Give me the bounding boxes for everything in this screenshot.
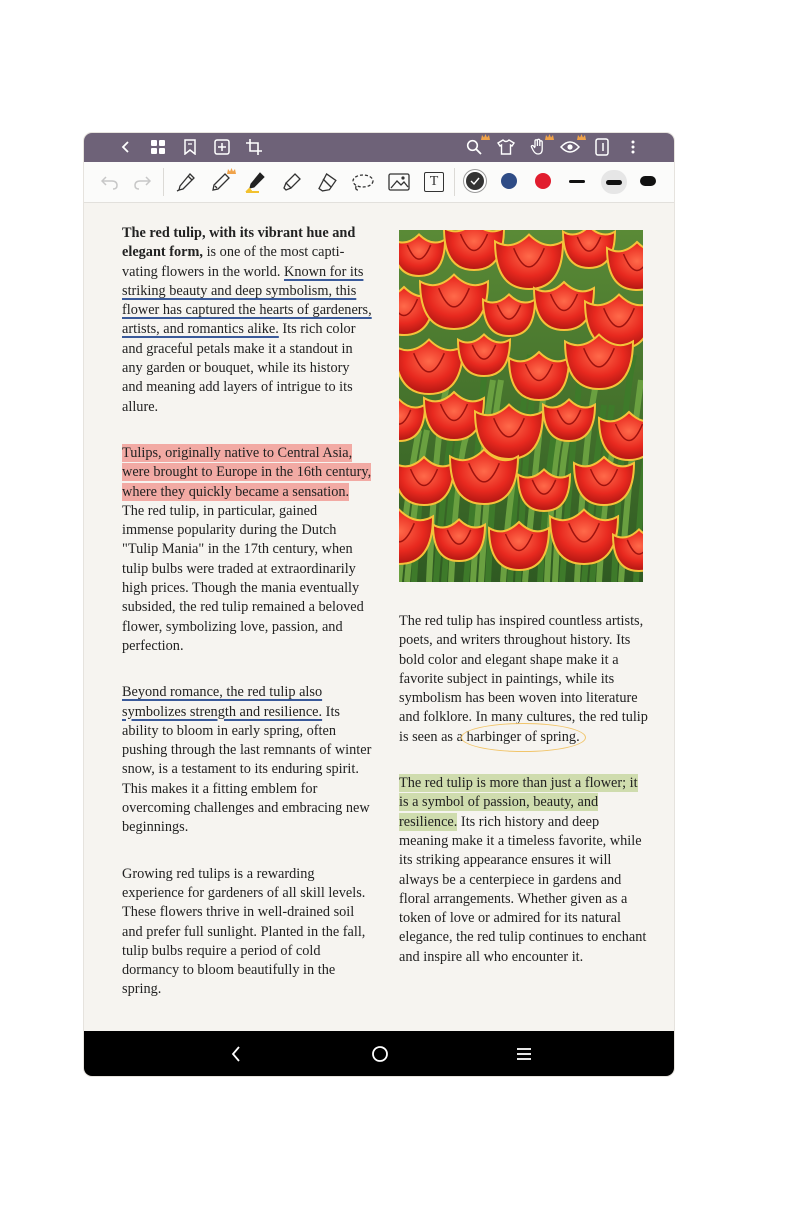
fountain-pen-icon[interactable]	[173, 169, 199, 195]
drawing-toolbar	[84, 162, 674, 203]
text-box-icon[interactable]	[421, 169, 447, 195]
premium-crown-icon	[481, 134, 490, 140]
color-swatch-dark[interactable]	[466, 172, 484, 190]
nav-back-icon[interactable]	[225, 1043, 247, 1065]
text-tool-glyph: T	[424, 172, 444, 192]
red-highlight-annotation: Tulips, originally native to Central Asia, were brought to Europe in the 16th century, where they quickly became a sensation.	[122, 444, 372, 500]
system-nav-bar	[84, 1031, 674, 1076]
toolbar-divider	[454, 168, 455, 196]
pencil-icon[interactable]	[208, 169, 234, 195]
premium-crown-icon	[577, 134, 586, 140]
text: The red tulip has inspired countless artists, poets, and writers throughout history. Its bold color and elegant shape make it a favorite subject in paintings, while its symbolism has been woven into literature and folklore. In many cultures, the red tulip is seen as a	[399, 613, 648, 745]
back-icon[interactable]	[115, 136, 137, 158]
marker-icon[interactable]	[279, 169, 305, 195]
grid-icon[interactable]	[147, 136, 169, 158]
tablet-screen	[84, 133, 674, 1076]
paragraph-2	[122, 444, 372, 656]
text: Its rich color and graceful petals make it a standout in any garden or bouquet, while its history and meaning add layers of intrigue to its allure.	[122, 321, 356, 415]
add-page-icon[interactable]	[211, 136, 233, 158]
paragraph-1	[122, 224, 372, 417]
stroke-medium-selected[interactable]	[601, 170, 627, 194]
eye-icon[interactable]	[559, 136, 581, 158]
note-page[interactable]	[84, 203, 674, 1031]
blue-underline-annotation: Beyond romance, the red tulip also symbolizes strength and resilience.	[122, 684, 323, 720]
paragraph-6	[399, 774, 649, 967]
hand-icon[interactable]	[527, 136, 549, 158]
color-swatch-red[interactable]	[535, 173, 551, 189]
paragraph-4: Growing red tulips is a rewarding experience for gardeners of all skill levels. These flowers thrive in well-drained soil and prefer full sunlight. Planted in the fall, tulip bulbs require a period of cold dormancy to bloom beautifully in the spring.	[122, 865, 366, 998]
color-swatch-blue[interactable]	[501, 173, 517, 189]
premium-crown-icon	[545, 134, 554, 140]
nav-menu-icon[interactable]	[513, 1043, 535, 1065]
text: The red tulip, in particular, gained immense popularity during the Dutch "Tulip Mania" in the 17th century, when tulip bulbs were traded at extraordinarily high prices. Though the mania eventually subsided, the red tulip remained a beloved flower, symbolizing love, passion, and perfection.	[122, 502, 364, 654]
toolbar-divider	[163, 168, 164, 196]
top-bar	[84, 133, 674, 162]
paragraph-5	[399, 612, 649, 747]
bookmark-icon[interactable]	[179, 136, 201, 158]
yellow-circle-annotation: harbinger of spring.	[467, 728, 580, 747]
bold-intro: The red tulip, with its vibrant hue and elegant form,	[122, 225, 356, 261]
image-icon[interactable]	[386, 169, 412, 195]
page-icon[interactable]	[591, 136, 613, 158]
paragraph-3	[122, 683, 372, 837]
redo-icon[interactable]	[129, 169, 155, 195]
text: Its ability to bloom in early spring, often pushing through the last remnants of winter snow, is a testament to its enduring spirit. This makes it a fitting emblem for overcoming challenges and embracing new beginnings.	[122, 703, 372, 836]
undo-icon[interactable]	[97, 169, 123, 195]
lasso-icon[interactable]	[350, 169, 376, 195]
stroke-thin[interactable]	[569, 180, 585, 183]
green-highlight-annotation: The red tulip is more than just a flower; it is a symbol of passion, beauty, and resilience.	[399, 775, 638, 830]
text: is one of the most captivating flowers in the world.	[122, 244, 345, 280]
eraser-icon[interactable]	[314, 169, 340, 195]
premium-crown-icon	[227, 168, 236, 174]
stroke-medium	[606, 180, 622, 185]
left-column	[122, 224, 372, 1000]
shirt-icon[interactable]	[495, 136, 517, 158]
blue-underline-annotation: Known for its striking beauty and deep symbolism, this flower has captured the hearts of gardeners, artists, and romantics alike.	[122, 263, 372, 338]
stroke-thick[interactable]	[640, 176, 656, 186]
more-icon[interactable]	[622, 136, 644, 158]
right-column	[399, 612, 649, 967]
nav-home-icon[interactable]	[369, 1043, 391, 1065]
search-icon[interactable]	[463, 136, 485, 158]
red-tulips-image[interactable]	[399, 230, 643, 582]
crop-icon[interactable]	[243, 136, 265, 158]
text: Its rich history and deep meaning make it a timeless favorite, while its striking appearance ensures it will always be a centerpiece in gardens and floral arrangements. Whether given as a token of love or admired for its natural elegance, the red tulip continues to enchant and inspire all who encounter it.	[399, 813, 647, 965]
highlighter-icon[interactable]	[243, 169, 269, 195]
